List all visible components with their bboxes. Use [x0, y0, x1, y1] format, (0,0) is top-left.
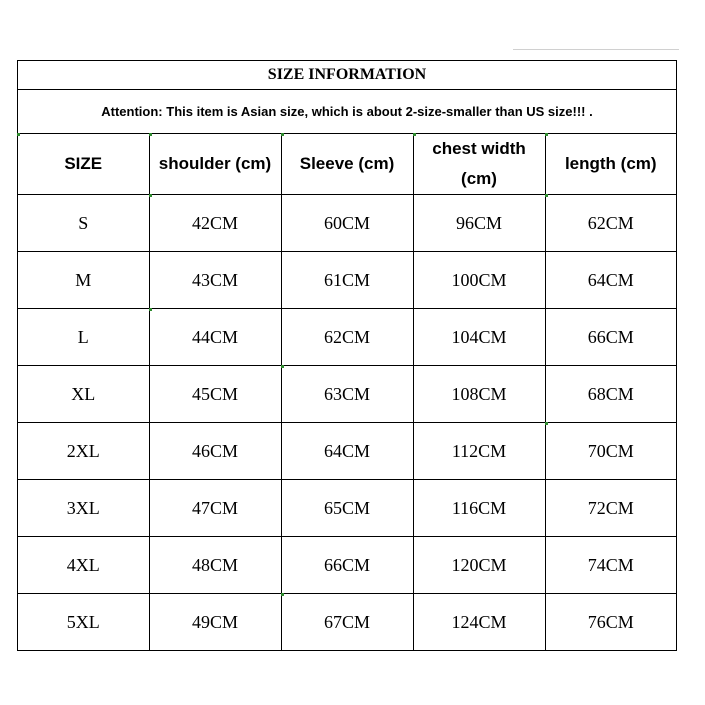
column-header-chest: chest width (cm) [413, 134, 545, 195]
table-row [18, 537, 676, 594]
column-header-shoulder: shoulder (cm) [149, 134, 281, 195]
chest-cell: 108CM [413, 366, 545, 423]
shoulder-cell: 43CM [149, 252, 281, 309]
chest-cell: 100CM [413, 252, 545, 309]
table-header-row [18, 134, 676, 195]
size-cell: M [18, 252, 149, 309]
length-cell: 64CM [545, 252, 676, 309]
length-cell: 72CM [545, 480, 676, 537]
length-cell: 66CM [545, 309, 676, 366]
table-row [18, 366, 676, 423]
table-row [18, 309, 676, 366]
table-row [18, 195, 676, 252]
sleeve-cell: 65CM [281, 480, 413, 537]
size-table [18, 134, 676, 650]
shoulder-cell: 47CM [149, 480, 281, 537]
sleeve-cell: 66CM [281, 537, 413, 594]
shoulder-cell: 46CM [149, 423, 281, 480]
sleeve-cell: 63CM [281, 366, 413, 423]
shoulder-cell: 42CM [149, 195, 281, 252]
size-cell: XL [18, 366, 149, 423]
sleeve-cell: 60CM [281, 195, 413, 252]
size-chart [17, 60, 677, 651]
divider-line [513, 49, 679, 50]
length-cell: 68CM [545, 366, 676, 423]
table-row [18, 423, 676, 480]
column-header-sleeve: Sleeve (cm) [281, 134, 413, 195]
length-cell: 74CM [545, 537, 676, 594]
size-cell: 4XL [18, 537, 149, 594]
chest-cell: 124CM [413, 594, 545, 651]
table-row [18, 252, 676, 309]
size-notice: Attention: This item is Asian size, which is about 2-size-smaller than US size!!! . [18, 90, 676, 134]
shoulder-cell: 45CM [149, 366, 281, 423]
chest-cell: 112CM [413, 423, 545, 480]
table-row [18, 480, 676, 537]
size-cell: 2XL [18, 423, 149, 480]
length-cell: 76CM [587, 611, 634, 632]
length-cell: 62CM [545, 195, 676, 252]
length-cell: 70CM [545, 423, 676, 480]
chest-cell: 104CM [413, 309, 545, 366]
chest-cell: 116CM [413, 480, 545, 537]
column-header-size: SIZE [18, 134, 149, 195]
shoulder-cell: 49CM [149, 594, 281, 651]
chest-cell: 120CM [413, 537, 545, 594]
size-cell: 5XL [18, 594, 149, 651]
table-row [18, 594, 676, 651]
size-cell: 3XL [18, 480, 149, 537]
sleeve-cell: 64CM [281, 423, 413, 480]
size-cell: L [18, 309, 149, 366]
column-header-length: length (cm) [545, 134, 676, 195]
sleeve-cell: 67CM [281, 594, 413, 651]
page-title: SIZE INFORMATION [18, 61, 676, 90]
chest-cell: 96CM [413, 195, 545, 252]
size-cell: S [18, 195, 149, 252]
sleeve-cell: 61CM [281, 252, 413, 309]
sleeve-cell: 62CM [281, 309, 413, 366]
shoulder-cell: 44CM [149, 309, 281, 366]
shoulder-cell: 48CM [149, 537, 281, 594]
